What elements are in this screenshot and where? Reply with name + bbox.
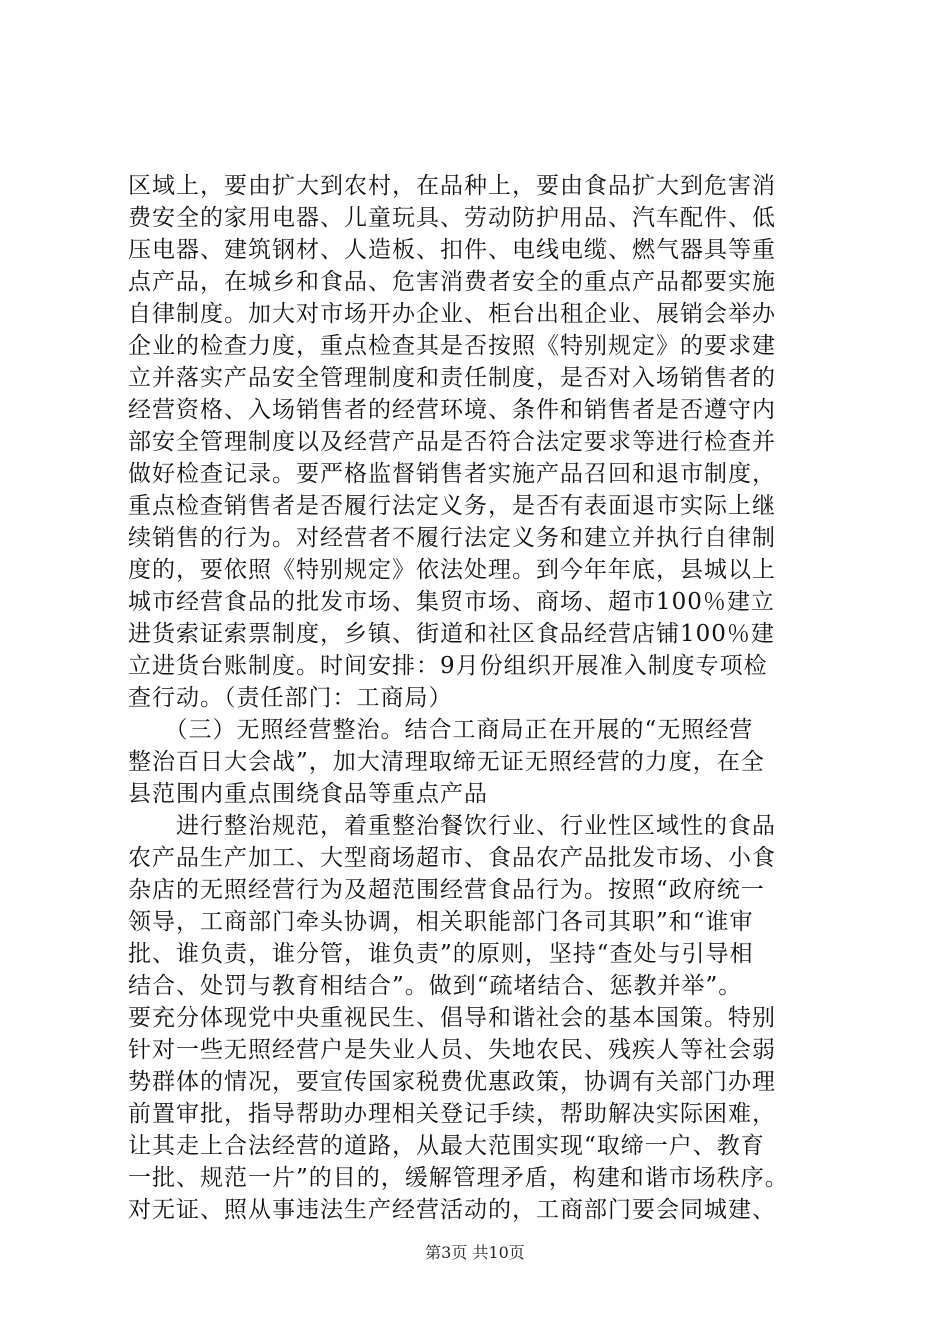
text-line: 区域上，要由扩大到农村，在品种上，要由食品扩大到危害消 bbox=[128, 173, 776, 199]
text-line: 压电器、建筑钢材、人造板、扣件、电线电缆、燃气器具等重 bbox=[128, 237, 776, 263]
text-line: 查行动。（责任部门：工商局） bbox=[128, 685, 453, 711]
text-line: 企业的检查力度，重点检查其是否按照《特别规定》的要求建 bbox=[128, 333, 776, 359]
text-line: 进行整治规范，着重整治餐饮行业、行业性区域性的食品 bbox=[128, 813, 776, 839]
text-line: 对无证、照从事违法生产经营活动的，工商部门要会同城建、 bbox=[128, 1197, 776, 1223]
text-line: 经营资格、入场销售者的经营环境、条件和销售者是否遵守内 bbox=[128, 397, 776, 423]
text-line: 让其走上合法经营的道路，从最大范围实现“取缔一户、教育 bbox=[128, 1133, 765, 1159]
text-line: 续销售的行为。对经营者不履行法定义务和建立并执行自律制 bbox=[128, 525, 776, 551]
text-line: 县范围内重点围绕食品等重点产品 bbox=[128, 781, 488, 807]
text-line: 进货索证索票制度，乡镇、街道和社区食品经营店铺100％建 bbox=[128, 621, 775, 647]
body-text bbox=[128, 170, 828, 1226]
text-line: 立并落实产品安全管理制度和责任制度，是否对入场销售者的 bbox=[128, 365, 776, 391]
text-line: 重点检查销售者是否履行法定义务，是否有表面退市实际上继 bbox=[128, 493, 776, 519]
text-line: 部安全管理制度以及经营产品是否符合法定要求等进行检查并 bbox=[128, 429, 776, 455]
text-line: 自律制度。加大对市场开办企业、柜台出租企业、展销会举办 bbox=[128, 301, 776, 327]
text-line: 农产品生产加工、大型商场超市、食品农产品批发市场、小食 bbox=[128, 845, 776, 871]
text-line: 前置审批，指导帮助办理相关登记手续，帮助解决实际困难， bbox=[128, 1101, 776, 1127]
text-line: 费安全的家用电器、儿童玩具、劳动防护用品、汽车配件、低 bbox=[128, 205, 776, 231]
text-line: 点产品，在城乡和食品、危害消费者安全的重点产品都要实施 bbox=[128, 269, 776, 295]
page-footer: 第3页 共10页 bbox=[425, 1243, 525, 1262]
text-line: 领导，工商部门牵头协调，相关职能部门各司其职”和“谁审 bbox=[128, 909, 754, 935]
text-line: 结合、处罚与教育相结合”。做到“疏堵结合、惩教并举”。 bbox=[128, 973, 743, 999]
text-line: 立进货台账制度。时间安排：9月份组织开展准入制度专项检 bbox=[128, 653, 768, 679]
text-line: 批、谁负责，谁分管，谁负责”的原则，坚持“查处与引导相 bbox=[128, 941, 754, 967]
text-line: 度的，要依照《特别规定》依法处理。到今年年底，县城以上 bbox=[128, 557, 776, 583]
text-line: 一批、规范一片”的目的，缓解管理矛盾，构建和谐市场秩序。 bbox=[128, 1165, 789, 1191]
text-line: 城市经营食品的批发市场、集贸市场、商场、超市100％建立 bbox=[128, 589, 775, 615]
text-line: 做好检查记录。要严格监督销售者实施产品召回和退市制度， bbox=[128, 461, 776, 487]
text-line: （三）无照经营整治。结合工商局正在开展的“无照经营 bbox=[128, 717, 754, 743]
text-line: 整治百日大会战”，加大清理取缔无证无照经营的力度，在全 bbox=[128, 749, 765, 775]
text-line: 杂店的无照经营行为及超范围经营食品行为。按照“政府统一 bbox=[128, 877, 765, 903]
text-line: 要充分体现党中央重视民生、倡导和谐社会的基本国策。特别 bbox=[128, 1005, 776, 1031]
text-line: 针对一些无照经营户是失业人员、失地农民、残疾人等社会弱 bbox=[128, 1037, 776, 1063]
text-line: 势群体的情况，要宣传国家税费优惠政策，协调有关部门办理 bbox=[128, 1069, 776, 1095]
